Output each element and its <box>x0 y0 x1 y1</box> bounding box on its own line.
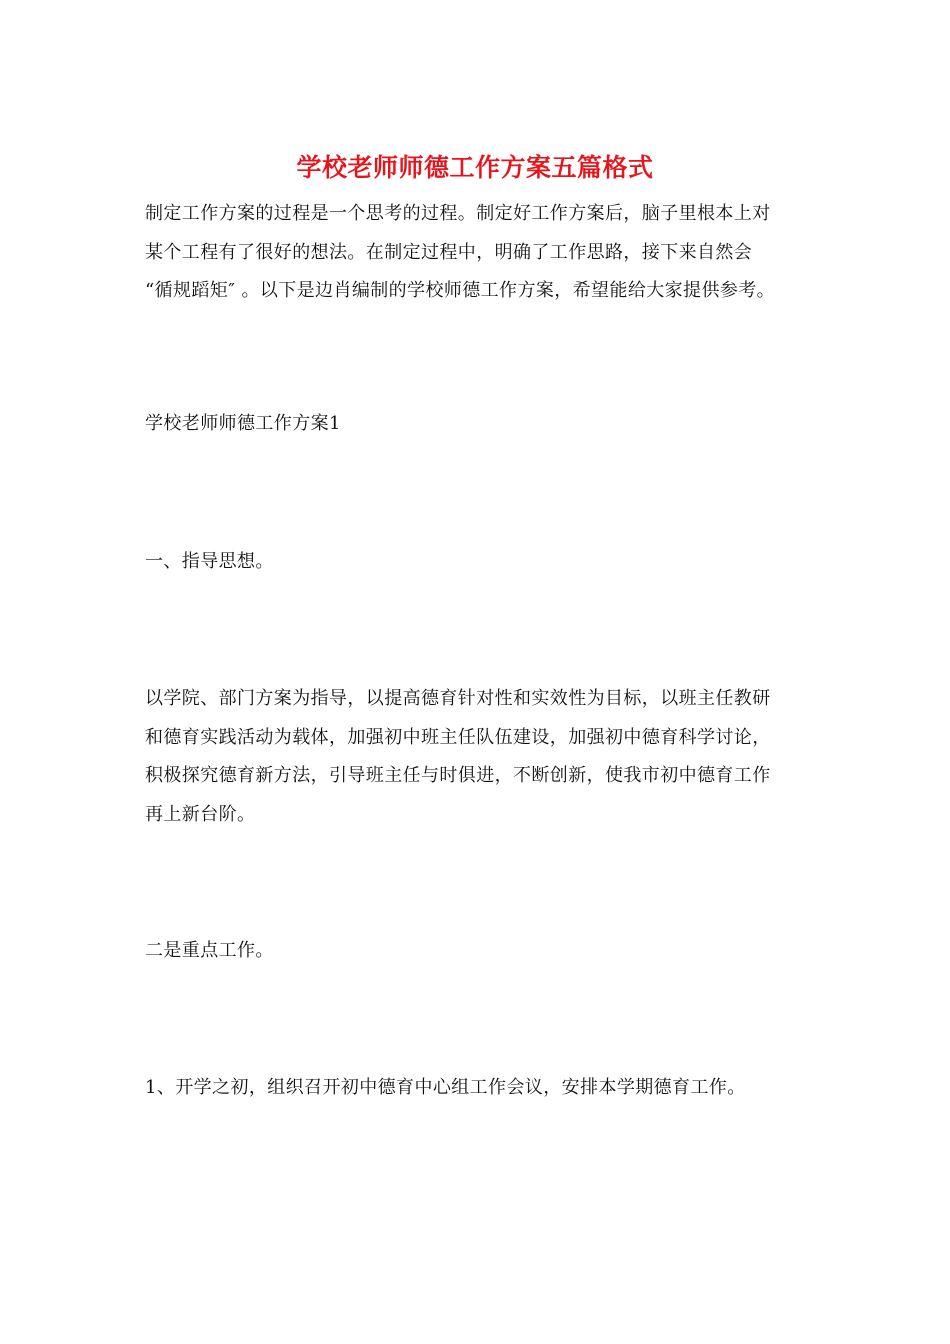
section2-heading <box>145 932 815 971</box>
section1-line: 和德育实践活动为载体，加强初中班主任队伍建设，加强初中德育科学讨论， <box>145 726 771 748</box>
section1-line: 再上新台阶。 <box>145 803 256 825</box>
section1-line: 积极探究德育新方法，引导班主任与时俱进，不断创新，使我市初中德育工作 <box>145 765 771 786</box>
section1-line: 以学院、部门方案为指导，以提高德育针对性和实效性为目标，以班主任教研 <box>145 688 771 709</box>
intro-line: 制定工作方案的过程是一个思考的过程。制定好工作方案后，脑子里根本上对 <box>145 203 771 224</box>
intro-line: “循规蹈矩″ 。以下是边肖编制的学校师德工作方案，希望能给大家提供参考。 <box>145 280 776 301</box>
section1-heading <box>145 543 815 582</box>
section1-heading-text: 一、指导思想。 <box>145 551 274 572</box>
plan-heading <box>145 405 815 444</box>
section1-paragraph <box>145 680 815 834</box>
item-1 <box>145 1069 815 1108</box>
plan-heading-text: 学校老师师德工作方案1 <box>145 413 341 434</box>
item-1-text: 1、开学之初，组织召开初中德育中心组工作会议，安排本学期德育工作。 <box>145 1077 746 1098</box>
intro-paragraph <box>145 195 815 311</box>
intro-line: 某个工程有了很好的想法。在制定过程中，明确了工作思路，接下来自然会 <box>145 241 753 263</box>
section2-heading-text: 二是重点工作。 <box>145 940 274 961</box>
document-title: 学校老师师德工作方案五篇格式 <box>296 153 654 182</box>
